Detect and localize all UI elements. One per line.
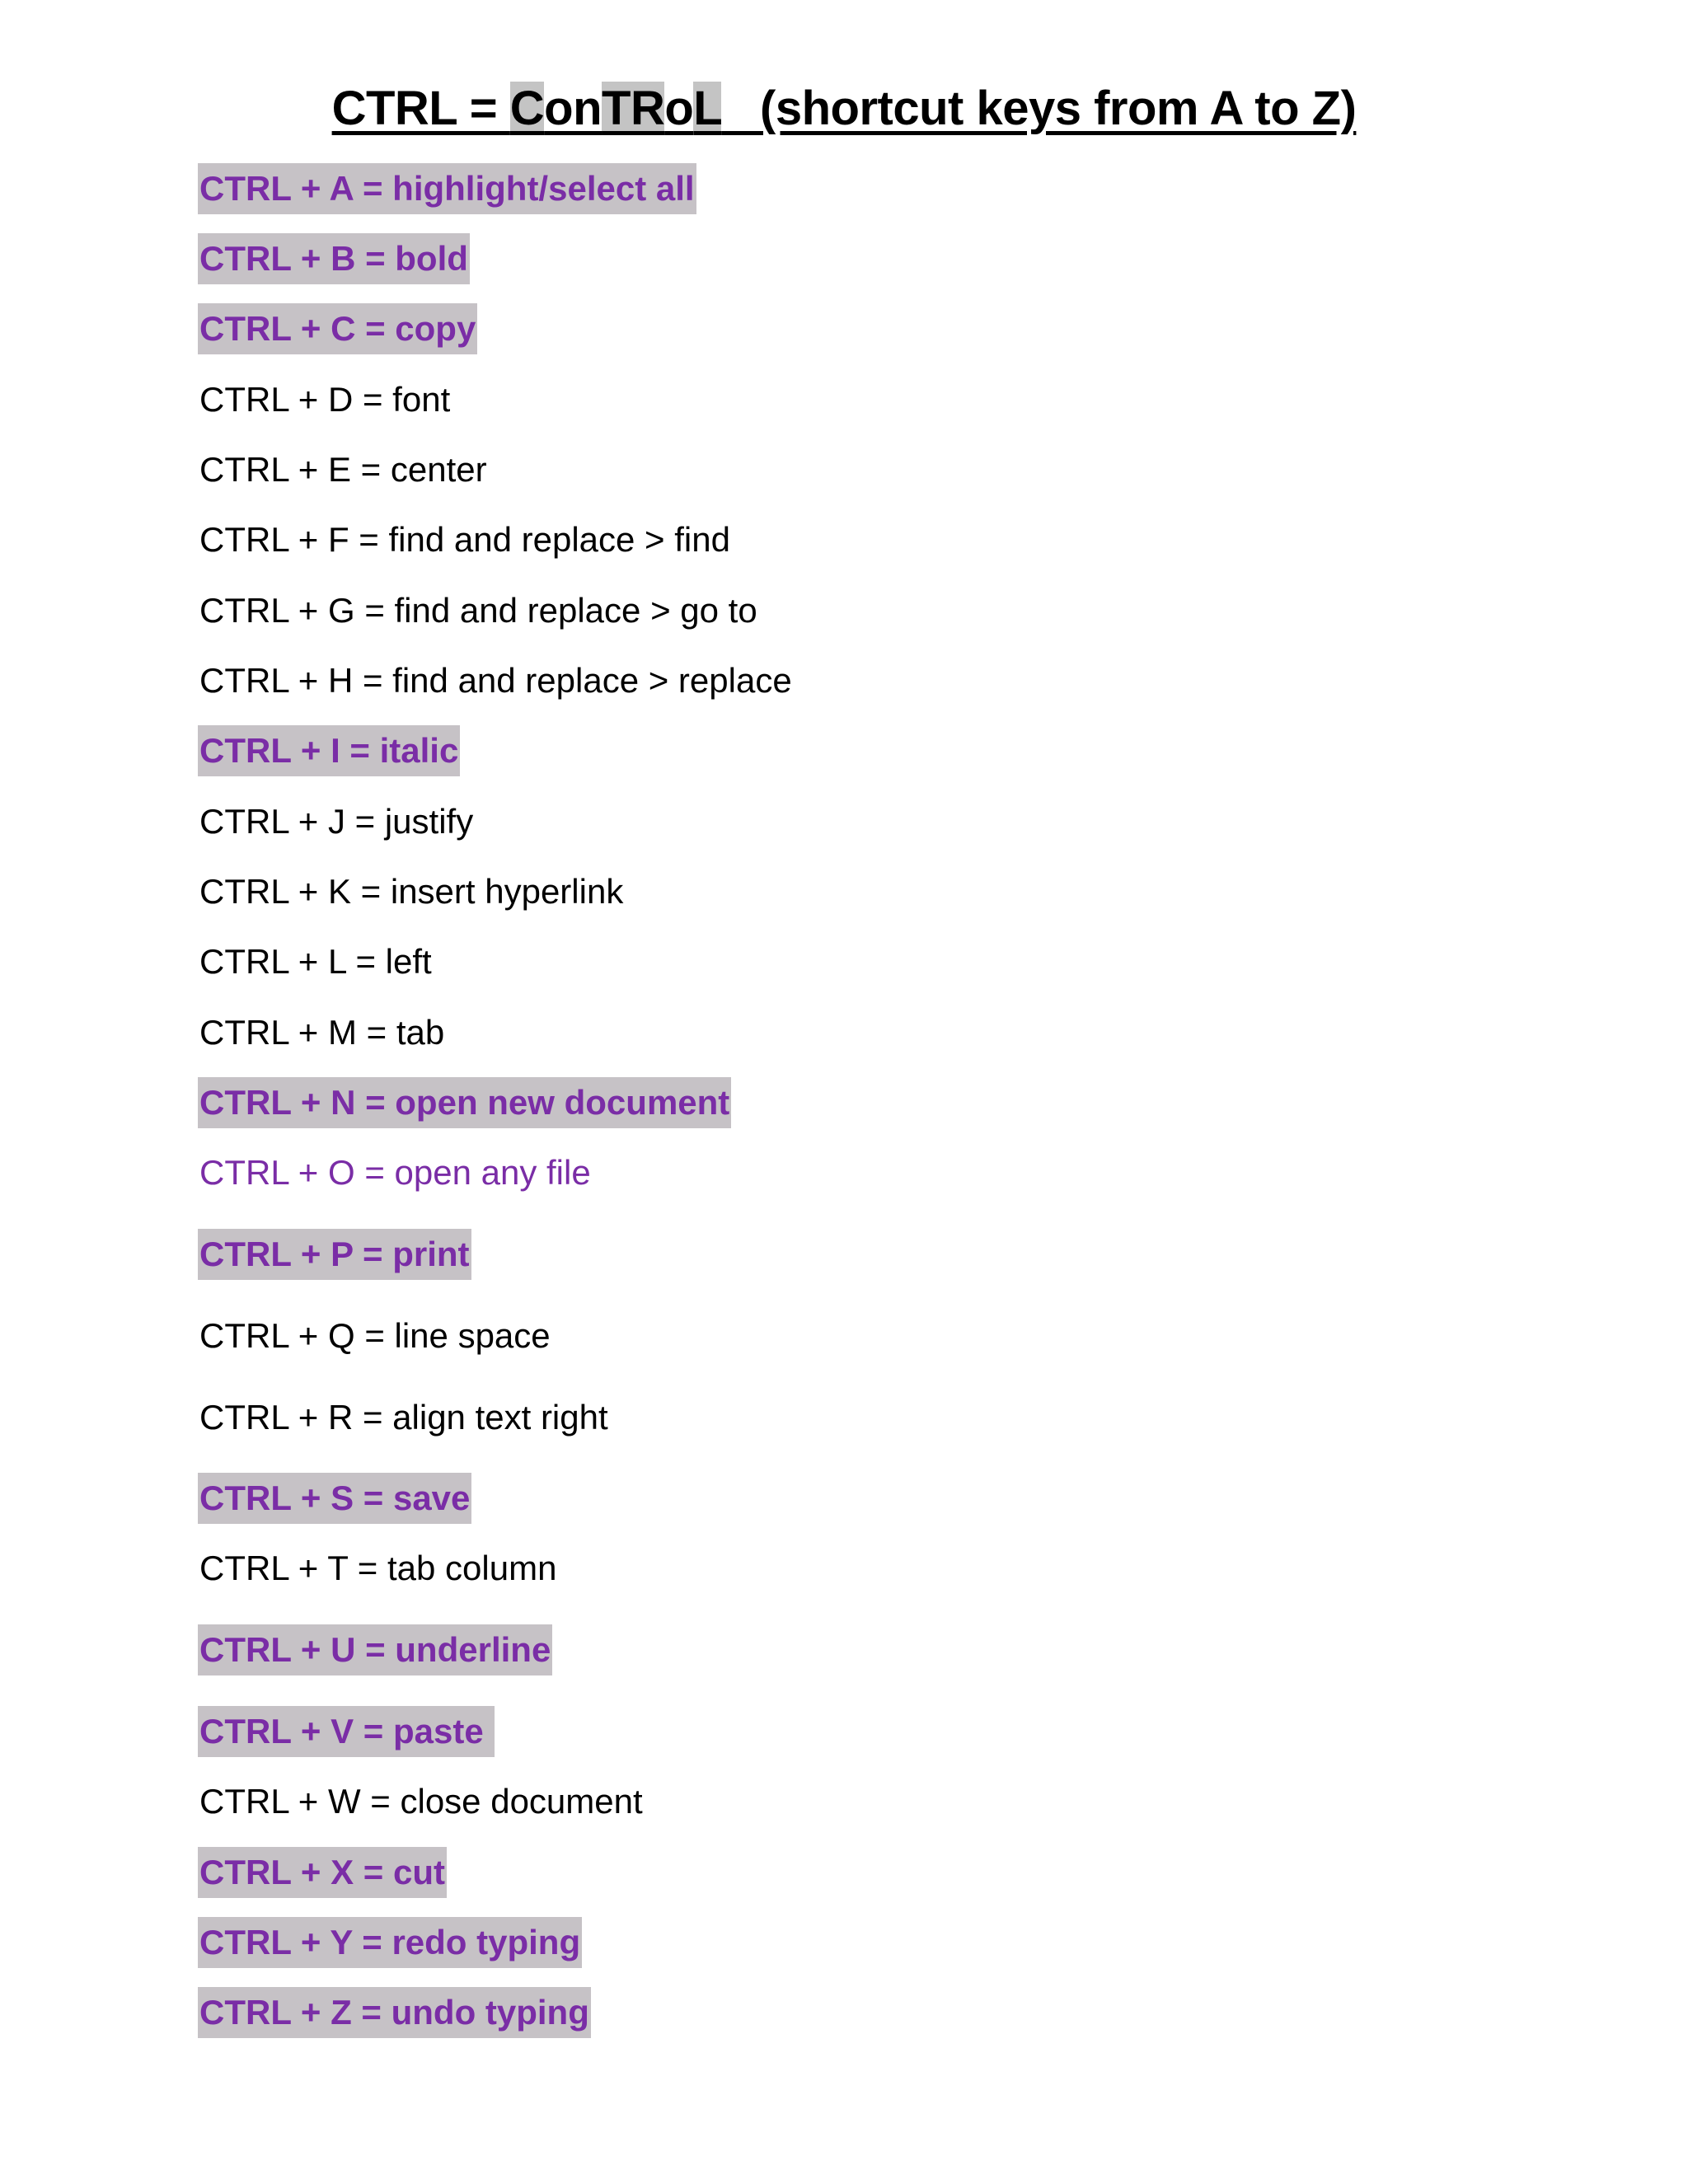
- shortcut-ctrl-m: [198, 1007, 446, 1058]
- shortcut-text: CTRL + E = center: [199, 450, 487, 489]
- shortcut-ctrl-r: [198, 1392, 610, 1443]
- shortcut-ctrl-q: [198, 1310, 552, 1361]
- shortcut-text: CTRL + Y = redo typing: [198, 1917, 582, 1968]
- shortcut-ctrl-u: [198, 1624, 552, 1675]
- shortcut-text: CTRL + L = left: [199, 942, 432, 981]
- shortcut-ctrl-w: [198, 1776, 645, 1827]
- shortcut-text: CTRL + O = open any file: [199, 1153, 591, 1192]
- shortcut-ctrl-v: [198, 1706, 495, 1757]
- shortcut-text: CTRL + F = find and replace > find: [199, 520, 730, 559]
- shortcut-text: CTRL + N = open new document: [198, 1077, 731, 1128]
- title-part-o: o: [664, 82, 694, 135]
- shortcut-ctrl-o: [198, 1147, 593, 1198]
- title-highlight-tr: TR: [602, 82, 665, 135]
- shortcut-ctrl-k: [198, 866, 625, 917]
- shortcut-ctrl-p: [198, 1229, 471, 1280]
- shortcut-ctrl-g: [198, 585, 759, 636]
- shortcut-text: CTRL + R = align text right: [199, 1398, 608, 1436]
- shortcut-text: CTRL + V = paste: [198, 1706, 495, 1757]
- title-part-ctrl: CTRL =: [331, 82, 510, 135]
- shortcut-text: CTRL + Z = undo typing: [198, 1987, 591, 2038]
- shortcut-text: CTRL + D = font: [199, 380, 451, 419]
- shortcut-ctrl-x: [198, 1847, 447, 1898]
- shortcut-ctrl-t: [198, 1543, 558, 1594]
- shortcut-text: CTRL + H = find and replace > replace: [199, 661, 792, 700]
- shortcut-ctrl-i: [198, 725, 460, 776]
- shortcut-text: CTRL + W = close document: [199, 1782, 643, 1821]
- shortcut-ctrl-b: [198, 233, 470, 284]
- shortcut-ctrl-e: [198, 444, 489, 495]
- title-part-on: on: [544, 82, 603, 135]
- shortcut-text: CTRL + A = highlight/select all: [198, 163, 696, 214]
- shortcut-ctrl-a: [198, 163, 696, 214]
- shortcut-text: CTRL + G = find and replace > go to: [199, 591, 757, 630]
- shortcut-text: CTRL + J = justify: [199, 802, 474, 841]
- shortcut-ctrl-s: [198, 1473, 471, 1524]
- shortcut-ctrl-j: [198, 796, 475, 847]
- shortcut-ctrl-c: [198, 303, 477, 354]
- shortcut-ctrl-n: [198, 1077, 731, 1128]
- shortcut-list: [198, 0, 1599, 2184]
- shortcut-ctrl-d: [198, 374, 452, 425]
- shortcut-text: CTRL + S = save: [198, 1473, 471, 1524]
- shortcut-text: CTRL + K = insert hyperlink: [199, 872, 624, 911]
- shortcut-ctrl-y: [198, 1917, 582, 1968]
- shortcut-text: CTRL + P = print: [198, 1229, 471, 1280]
- shortcut-text: CTRL + B = bold: [198, 233, 470, 284]
- shortcut-ctrl-z: [198, 1987, 591, 2038]
- shortcut-text: CTRL + I = italic: [198, 725, 460, 776]
- shortcut-text: CTRL + Q = line space: [199, 1316, 551, 1355]
- shortcut-ctrl-h: [198, 655, 794, 706]
- title-highlight-l: L: [693, 82, 722, 135]
- shortcut-text: CTRL + C = copy: [198, 303, 477, 354]
- shortcut-ctrl-l: [198, 936, 434, 987]
- shortcut-text: CTRL + U = underline: [198, 1624, 552, 1675]
- shortcut-ctrl-f: [198, 514, 732, 565]
- title-part-rest: (shortcut keys from A to Z): [721, 82, 1357, 135]
- shortcut-text: CTRL + M = tab: [199, 1013, 445, 1052]
- title-highlight-c: C: [509, 82, 545, 135]
- shortcut-text: CTRL + X = cut: [198, 1847, 447, 1898]
- shortcut-text: CTRL + T = tab column: [199, 1549, 557, 1587]
